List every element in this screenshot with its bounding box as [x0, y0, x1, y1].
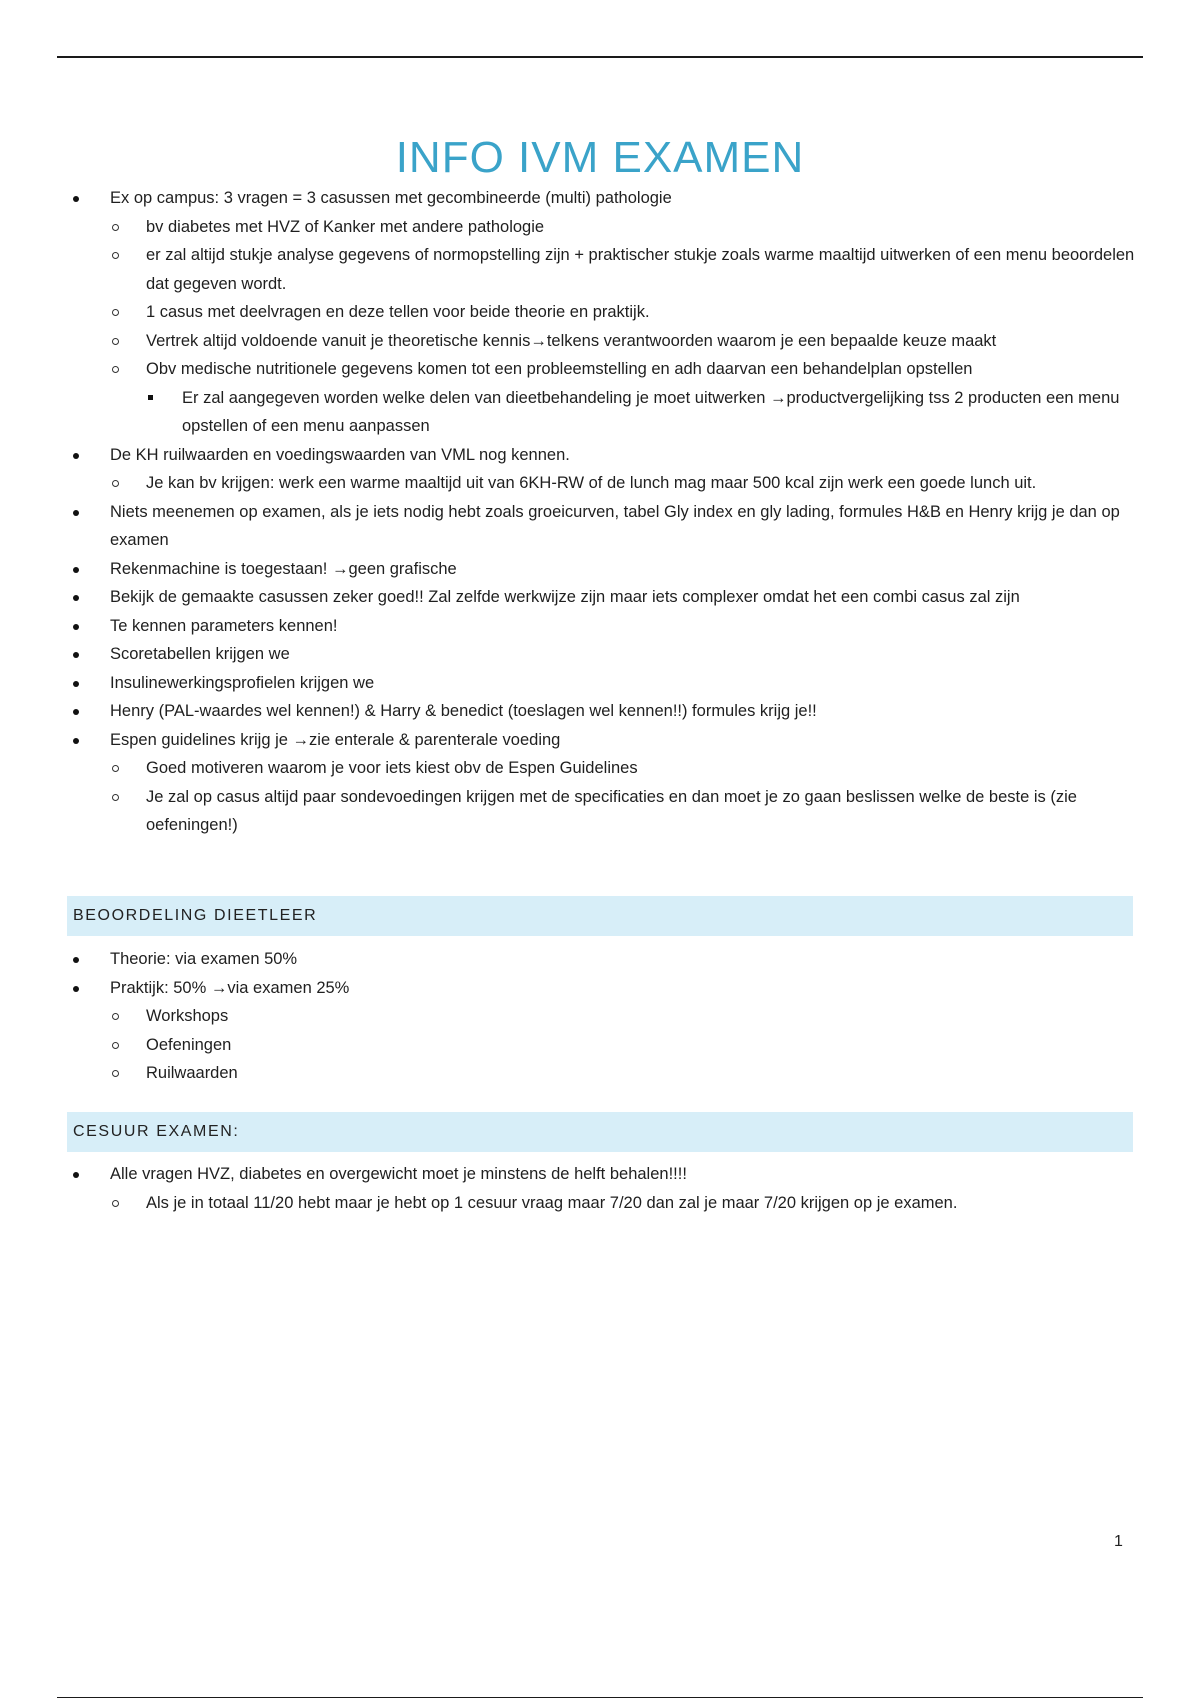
sub-bullet-item: [110, 327, 1140, 356]
bullet-text: Vertrek altijd voldoende vanuit je theoretische kennis→telkens verantwoorden waarom je een bepaalde keuze maakt: [146, 331, 997, 350]
bullet-text: De KH ruilwaarden en voedingswaarden van VML nog kennen.: [110, 445, 570, 464]
nested-list: [146, 384, 1140, 441]
sub-bullet-item: [110, 1189, 1140, 1218]
bullet-text: Insulinewerkingsprofielen krijgen we: [110, 673, 375, 692]
bullet-text: Theorie: via examen 50%: [110, 950, 298, 968]
bullet-item: [70, 640, 1140, 669]
beoordeling-list: [70, 945, 1140, 1088]
bullet-text: Bekijk de gemaakte casussen zeker goed!! Zal zelfde werkwijze zijn maar iets complexer omdat het een combi casus zal zijn: [110, 588, 1020, 606]
bullet-item: [70, 555, 1140, 584]
bullet-text: bv diabetes met HVZ of Kanker met andere pathologie: [146, 217, 545, 236]
bottom-rule: [57, 1697, 1143, 1698]
page-title: INFO IVM EXAMEN: [395, 133, 805, 183]
bullet-item: [70, 583, 1140, 612]
top-rule: [57, 56, 1143, 58]
nested-list: [110, 213, 1140, 441]
bullet-item: [70, 945, 1140, 974]
bullet-item: [70, 726, 1140, 840]
sub-bullet-item: [110, 355, 1140, 441]
exam-info-list: [70, 184, 1140, 840]
section-heading-beoordeling: BEOORDELING DIEETLEER: [67, 896, 1133, 936]
sub-bullet-item: [110, 754, 1140, 783]
bullet-text: Je zal op casus altijd paar sondevoedingen krijgen met de specificaties en dan moet je zo gaan beslissen welke de beste is (zie oefeningen!): [146, 787, 1077, 834]
bullet-item: [70, 441, 1140, 498]
bullet-text: Henry (PAL-waardes wel kennen!) & Harry & benedict (toeslagen wel kennen!!) formules krijg je!!: [110, 702, 817, 720]
bullet-text: Espen guidelines krijg je →zie enterale & parenterale voeding: [110, 730, 561, 749]
bullet-text: Er zal aangegeven worden welke delen van dieetbehandeling je moet uitwerken →productvergelijking tss 2 producten een menu opstellen of een menu aanpassen: [182, 388, 1120, 435]
bullet-text: Rekenmachine is toegestaan! →geen grafische: [110, 559, 457, 578]
bullet-text: Goed motiveren waarom je voor iets kiest obv de Espen Guidelines: [146, 759, 638, 777]
nested-list: [110, 754, 1140, 840]
bullet-text: Praktijk: 50% →via examen 25%: [110, 978, 350, 997]
bullet-text: Scoretabellen krijgen we: [110, 645, 290, 663]
bullet-item: [70, 498, 1140, 555]
bullet-text: Te kennen parameters kennen!: [110, 616, 338, 635]
nested-list: [110, 1189, 1140, 1218]
bullet-text: 1 casus met deelvragen en deze tellen voor beide theorie en praktijk.: [146, 303, 650, 321]
sub-bullet-item: [110, 469, 1140, 498]
bullet-text: Als je in totaal 11/20 hebt maar je hebt op 1 cesuur vraag maar 7/20 dan zal je maar 7/20 krijgen op je examen.: [146, 1193, 958, 1212]
bullet-item: [70, 612, 1140, 641]
bullet-text: Oefeningen: [146, 1035, 232, 1054]
bullet-text: Je kan bv krijgen: werk een warme maaltijd uit van 6KH-RW of de lunch mag maar 500 kcal zijn werk een goede lunch uit.: [146, 474, 1037, 492]
bullet-item: [70, 1160, 1140, 1217]
sub-bullet-item: [110, 241, 1140, 298]
page-number: 1: [1114, 1533, 1123, 1550]
sub-sub-bullet-item: [146, 384, 1140, 441]
sub-bullet-item: [110, 213, 1140, 242]
bullet-text: Alle vragen HVZ, diabetes en overgewicht moet je minstens de helft behalen!!!!: [110, 1165, 687, 1183]
sub-bullet-item: [110, 298, 1140, 327]
bullet-text: er zal altijd stukje analyse gegevens of normopstelling zijn + praktischer stukje zoals warme maaltijd uitwerken of een menu beoordelen dat gegeven wordt.: [146, 246, 1135, 293]
sub-bullet-item: [110, 1031, 1140, 1060]
sub-bullet-item: [110, 1059, 1140, 1088]
section-heading-cesuur: CESUUR EXAMEN:: [67, 1112, 1133, 1152]
bullet-text: Obv medische nutritionele gegevens komen tot een probleemstelling en adh daarvan een behandelplan opstellen: [146, 360, 973, 378]
bullet-item: [70, 669, 1140, 698]
sub-bullet-item: [110, 783, 1140, 840]
bullet-text: Workshops: [146, 1007, 229, 1025]
bullet-item: [70, 697, 1140, 726]
nested-list: [110, 469, 1140, 498]
bullet-text: Ex op campus: 3 vragen = 3 casussen met gecombineerde (multi) pathologie: [110, 189, 672, 207]
bullet-text: Ruilwaarden: [146, 1064, 238, 1082]
bullet-item: [70, 974, 1140, 1088]
bullet-text: Niets meenemen op examen, als je iets nodig hebt zoals groeicurven, tabel Gly index en gly lading, formules H&B en Henry krijg je dan op examen: [110, 502, 1120, 549]
cesuur-list: [70, 1160, 1140, 1217]
nested-list: [110, 1002, 1140, 1088]
sub-bullet-item: [110, 1002, 1140, 1031]
bullet-item: [70, 184, 1140, 441]
